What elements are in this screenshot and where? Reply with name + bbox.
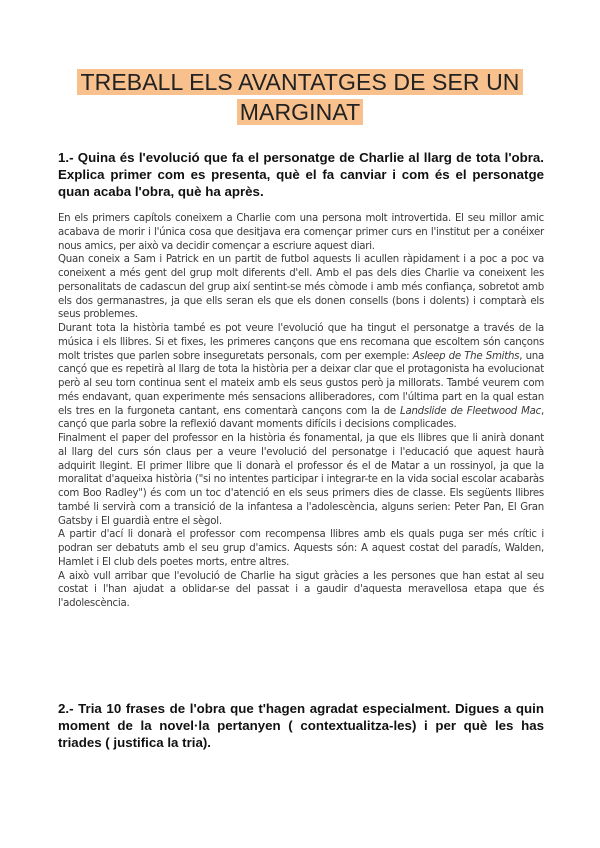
- answer-1-paragraph-3: [58, 322, 544, 432]
- p3-text-c: , cançó que parla sobre la reflexió davant moments difícils i decisions complicades.: [58, 405, 544, 431]
- document-title: [60, 67, 540, 127]
- title-line-1: TREBALL ELS AVANTATGES DE SER UN: [77, 69, 522, 95]
- answer-1-paragraph-1: En els primers capítols coneixem a Charlie com una persona molt introvertida. El seu millor amic acabava de morir i l'única cosa que desitjava era començar primer curs en l'institut per a conéixer nous amics, per això va decidir començar a escriure aquest diari.: [58, 213, 544, 252]
- answer-1: [58, 212, 544, 611]
- song-title-asleep: Asleep de The Smiths: [412, 350, 520, 362]
- p3-text-a: Durant tota la història també es pot veure l'evolució que ha tingut el personatge a través de la música i els llibres. Si et fixes, les primeres cançons que ens recomana que escoltem són cançons molt tristes que parlen sobre inseguretats personals, com per exemple:: [58, 323, 544, 362]
- answer-1-paragraph-2: Quan coneix a Sam i Patrick en un partit de futbol aquests li acullen ràpidament i a poc a poc va coneixent a més gent del grup molt diferents d'ell. Amb el pas dels dies Charlie va coneixent les personalitats de cadascun del grup així sentint-se més còmode i amb més confiança, sobretot amb els dos germanastres, ja que ells seran els que els donen consells (bons i dolents) i comptarà els seus problemes.: [58, 254, 544, 321]
- answer-1-paragraph-5: A partir d'ací li donarà el professor com recompensa llibres amb els quals puga ser més crític i podran ser debatuts amb el seu grup d'amics. Aquests són: A aquest costat del paradís, Walden, Hamlet i El club dels poetes morts, entre altres.: [58, 529, 544, 568]
- question-2: 2.- Tria 10 frases de l'obra que t'hagen agradat especialment. Digues a quin moment de la novel·la pertanyen ( contextualitza-les) i per què les has triades ( justifica la tria).: [58, 701, 544, 750]
- answer-1-paragraph-4: Finalment el paper del professor en la història és fonamental, ja que els llibres que li anirà donant al llarg del curs són claus per a veure l'evolució del personatge i l'educació que aquest haurà adquirit llegint. El primer llibre que li donarà el professor és el de Matar a un rossinyol, ja que la moralitat d'aqueixa història ("si no intentes participar i integrar-te en la vida social escolar acabaràs com Boo Radley") és com un toc d'atenció en els seus primers dies de classe. Els següents llibres també li servirà com a transició de la infantesa a l'adolescència, alguns serien: Peter Pan, El Gran Gatsby i El guardià entre el sègol.: [58, 433, 544, 527]
- p3-text-b: , una cançó que es repetirà al llarg de tota la història per a deixar clar que el protagonista ha evolucionat però al seu torn continua sent el mateix amb els seus gustos però ja millorats. També veurem com més endavant, quan experimente més sensacions alliberadores, com l'última part en la qual estan els tres en la furgoneta cantant, ens comentarà cançons com la de: [58, 350, 544, 417]
- answer-1-paragraph-6: A això vull arribar que l'evolució de Charlie ha sigut gràcies a les persones que han estat al seu costat i l'han ajudat a oblidar-se del passat i a gaudir d'aquesta meravellosa etapa que és l'adolescència.: [58, 570, 544, 609]
- question-1: 1.- Quina és l'evolució que fa el personatge de Charlie al llarg de tota l'obra. Explica primer com es presenta, què el fa canviar i com és el personatge quan acaba l'obra, què ha après.: [58, 150, 544, 199]
- song-title-landslide: Landslide de Fleetwood Mac: [400, 405, 541, 417]
- title-line-2: MARGINAT: [237, 99, 363, 125]
